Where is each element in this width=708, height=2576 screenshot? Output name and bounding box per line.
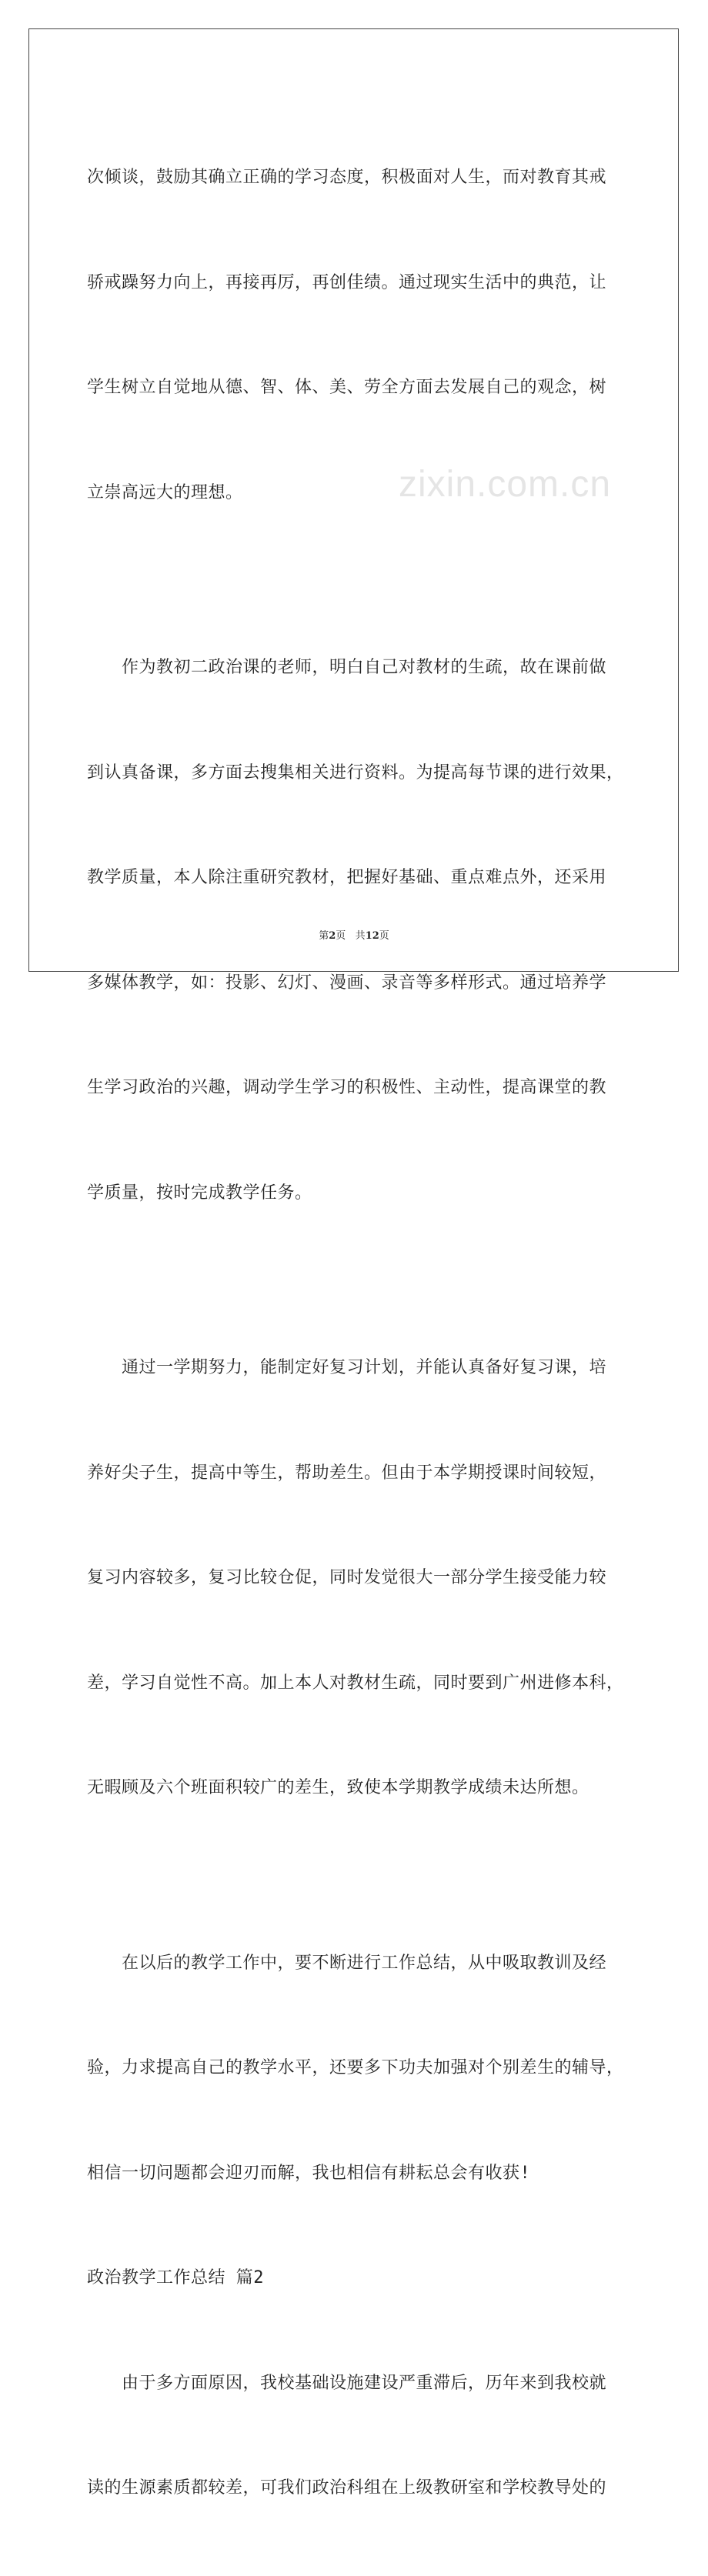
footer-prefix: 第 — [319, 930, 329, 942]
text-line: 立崇高远大的理想。 — [87, 482, 243, 502]
text-line: 验，力求提高自己的教学水平，还要多下功夫加强对个别差生的辅导， — [87, 2058, 624, 2077]
page-footer — [0, 927, 708, 942]
text-line: 次倾谈，鼓励其确立正确的学习态度，积极面对人生，而对教育其戒 — [87, 168, 607, 187]
text-line: 多媒体教学，如：投影、幻灯、漫画、录音等多样形式。通过培养学 — [87, 973, 607, 993]
text-line: 作为教初二政治课的老师，明白自己对教材的生疏，故在课前做 — [87, 658, 607, 677]
paragraph-4 — [87, 1876, 626, 2261]
section-heading: 政治教学工作总结 篇2 — [87, 2268, 264, 2287]
paragraph-5 — [87, 2296, 626, 2576]
text-line: 由于多方面原因，我校基础设施建设严重滞后，历年来到我校就 — [87, 2373, 607, 2393]
watermark: zixin.com.cn — [399, 464, 612, 505]
document-body — [87, 90, 626, 2576]
text-line: 在以后的教学工作中，要不断进行工作总结，从中吸取教训及经 — [87, 1953, 607, 1973]
text-line: 骄戒躁努力向上，再接再厉，再创佳绩。通过现实生活中的典范，让 — [87, 272, 607, 292]
text-line: 养好尖子生，提高中等生，帮助差生。但由于本学期授课时间较短， — [87, 1463, 607, 1483]
footer-total-suffix: 页 — [379, 930, 389, 942]
footer-page-suffix: 页 — [336, 930, 346, 942]
text-line: 差，学习自觉性不高。加上本人对教材生疏，同时要到广州进修本科， — [87, 1673, 624, 1693]
text-line: 无暇顾及六个班面积较广的差生，致使本学期教学成绩未达所想。 — [87, 1778, 589, 1797]
text-line: 教学质量，本人除注重研究教材，把握好基础、重点难点外，还采用 — [87, 868, 607, 887]
total-pages: 12 — [365, 930, 379, 942]
footer-total-prefix: 共 — [355, 930, 366, 942]
text-line: 到认真备课，多方面去搜集相关进行资料。为提高每节课的进行效果， — [87, 762, 624, 782]
text-line: 学质量，按时完成教学任务。 — [87, 1183, 312, 1203]
text-line: 通过一学期努力，能制定好复习计划，并能认真备好复习课，培 — [87, 1358, 607, 1377]
text-line: 生学习政治的兴趣，调动学生学习的积极性、主动性，提高课堂的教 — [87, 1078, 607, 1097]
text-line: 复习内容较多，复习比较仓促，同时发觉很大一部分学生接受能力较 — [87, 1568, 607, 1587]
page-number: 2 — [329, 930, 336, 942]
text-line: 相信一切问题都会迎刃而解，我也相信有耕耘总会有收获! — [87, 2163, 531, 2183]
paragraph-1 — [87, 90, 626, 580]
paragraph-3 — [87, 1280, 626, 1876]
text-line: 学生树立自觉地从德、智、体、美、劳全方面去发展自己的观念，树 — [87, 378, 607, 397]
text-line: 读的生源素质都较差，可我们政治科组在上级教研室和学校教导处的 — [87, 2478, 607, 2498]
